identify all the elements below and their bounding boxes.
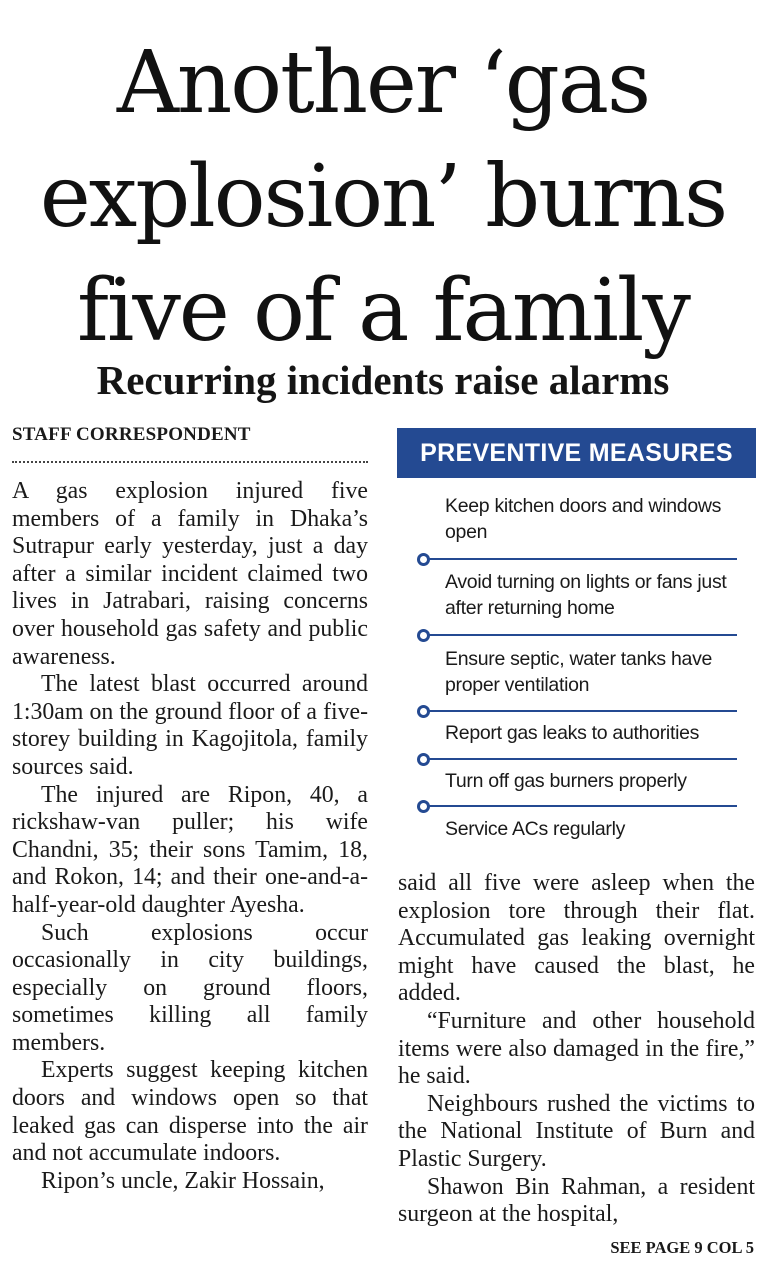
paragraph: Neighbours rushed the victims to the National Institute of Burn and Plastic Surgery. xyxy=(398,1090,755,1172)
headline xyxy=(0,26,766,368)
paragraph: Shawon Bin Rahman, a resident surgeon at the hospital, xyxy=(398,1173,755,1228)
headline-line: five of a family xyxy=(77,261,689,361)
bullet-circle-icon xyxy=(417,800,430,813)
paragraph: The injured are Ripon, 40, a rickshaw-van puller; his wife Chandni, 35; their sons Tamim, 18, and Rokon, 14; and their one-and-a-half-year-old daughter Ayesha. xyxy=(12,781,368,918)
paragraph: Experts suggest keeping kitchen doors and windows open so that leaked gas can disperse into the air and not accumulate indoors. xyxy=(12,1057,368,1167)
article-column-left xyxy=(12,478,368,1195)
bullet-circle-icon xyxy=(417,553,430,566)
byline-divider xyxy=(12,461,368,463)
headline-line: Another ‘gas xyxy=(116,33,650,133)
paragraph: said all five were asleep when the explosion tore through their flat. Accumulated gas leaking overnight might have caused the blast, he added. xyxy=(398,870,755,1007)
measure-divider xyxy=(428,558,737,560)
bullet-circle-icon xyxy=(417,629,430,642)
measure-divider xyxy=(428,805,737,807)
bullet-circle-icon xyxy=(417,753,430,766)
preventive-measures-list xyxy=(398,478,758,858)
measure-divider xyxy=(428,710,737,712)
measure-item: Report gas leaks to authorities xyxy=(445,722,700,744)
paragraph: Ripon’s uncle, Zakir Hossain, xyxy=(41,1167,325,1194)
measure-item: Service ACs regularly xyxy=(445,818,626,840)
measure-divider xyxy=(428,758,737,760)
measure-item: Avoid turning on lights or fans just after returning home xyxy=(445,571,727,619)
bullet-circle-icon xyxy=(417,705,430,718)
article-column-right xyxy=(398,870,755,1229)
paragraph: “Furniture and other household items were also damaged in the fire,” he said. xyxy=(398,1007,755,1090)
subheadline: Recurring incidents raise alarms xyxy=(96,357,670,403)
headline-line: explosion’ burns xyxy=(39,147,727,247)
sidebar-title: PREVENTIVE MEASURES xyxy=(397,428,756,478)
paragraph: The latest blast occurred around 1:30am on the ground floor of a five-storey building in Kagojitola, family sources said. xyxy=(12,671,368,780)
measure-divider xyxy=(428,634,737,636)
paragraph: A gas explosion injured five members of a family in Dhaka’s Sutrapur early yesterday, just a day after a similar incident claimed two lives in Jatrabari, raising concerns over household gas safety and public awareness. xyxy=(12,478,368,670)
byline: STAFF CORRESPONDENT xyxy=(12,424,251,445)
paragraph: Such explosions occur occasionally in city buildings, especially on ground floors, sometimes killing all family members. xyxy=(12,919,368,1056)
measure-item: Keep kitchen doors and windows open xyxy=(445,495,722,543)
continuation-note: SEE PAGE 9 COL 5 xyxy=(610,1238,754,1257)
measure-item: Ensure septic, water tanks have proper ventilation xyxy=(445,648,713,696)
measure-item: Turn off gas burners properly xyxy=(445,770,687,792)
